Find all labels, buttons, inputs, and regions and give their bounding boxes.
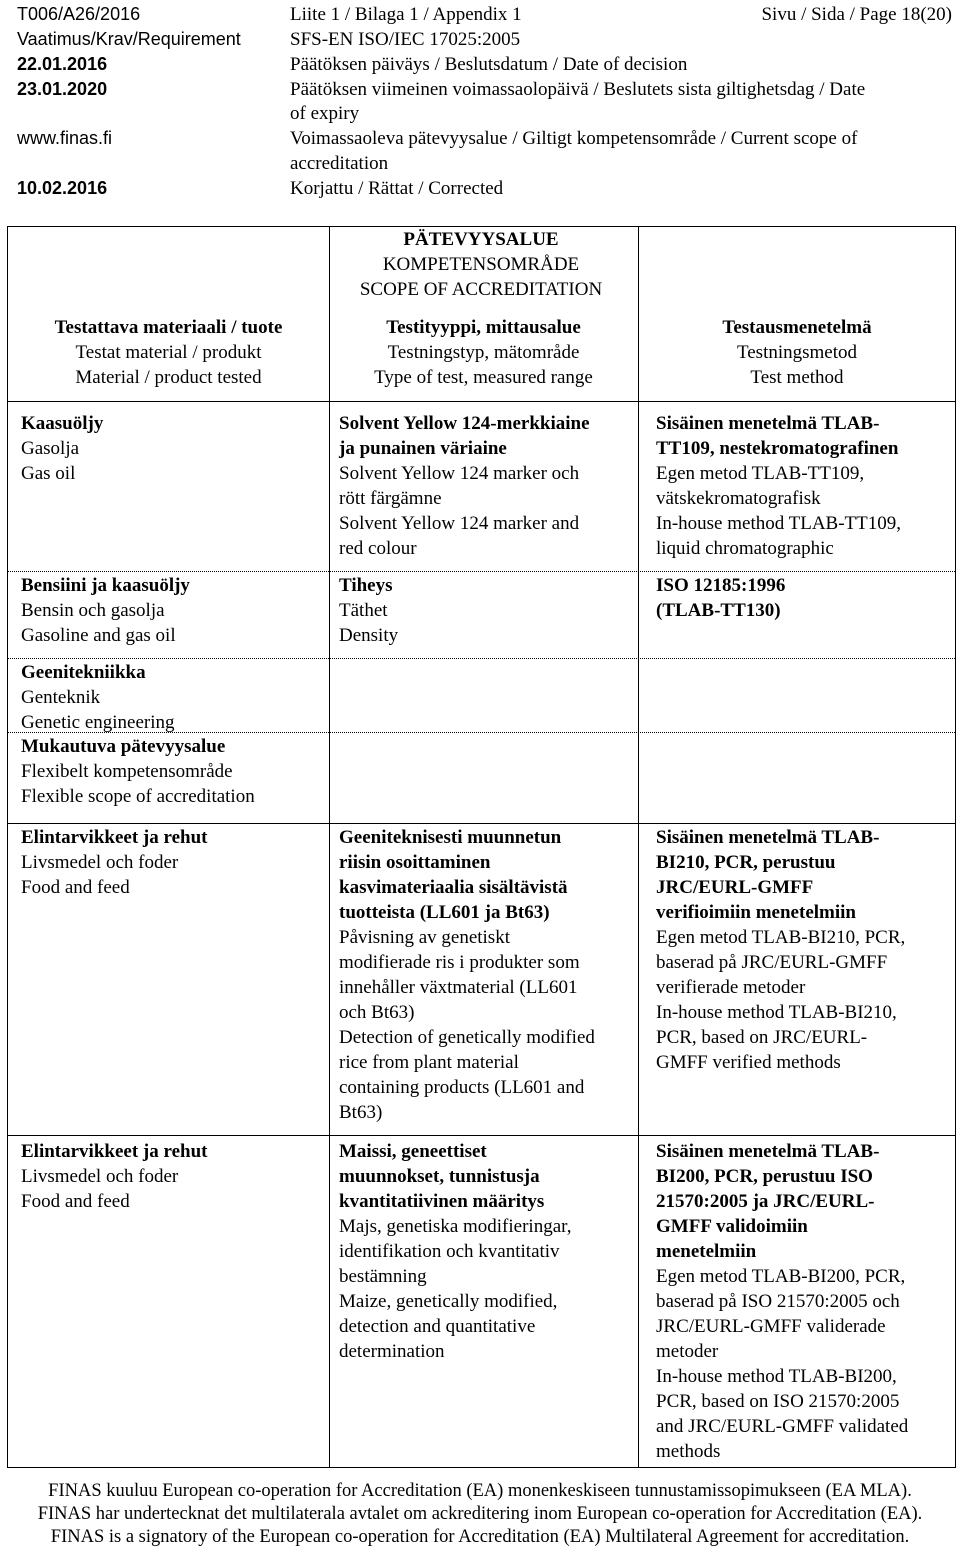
- cell-line: ISO 12185:1996: [656, 575, 786, 596]
- cell-line: Genetic engineering: [21, 712, 175, 733]
- header-label: Voimassaoleva pätevyysalue / Giltigt kompetensområde / Current scope of: [290, 128, 858, 149]
- cell-line: Sisäinen menetelmä TLAB-: [656, 413, 880, 434]
- cell-line: ja punainen väriaine: [339, 438, 507, 459]
- cell-line: Flexibelt kompetensområde: [21, 761, 233, 782]
- cell-line: Flexible scope of accreditation: [21, 786, 255, 807]
- cell-line: GMFF verified methods: [656, 1052, 841, 1073]
- cell-line: bestämning: [339, 1266, 427, 1287]
- test-method-cell: [656, 825, 905, 1075]
- cell-line: (TLAB-TT130): [656, 600, 781, 621]
- material-cell: [21, 825, 207, 900]
- cell-line: kvantitatiivinen määritys: [339, 1191, 545, 1212]
- material-cell: [21, 411, 103, 486]
- header-page: Sivu / Sida / Page 18(20): [761, 4, 952, 25]
- header-code: www.finas.fi: [17, 128, 113, 148]
- cell-line: Food and feed: [21, 877, 130, 898]
- cell-line: and JRC/EURL-GMFF validated: [656, 1416, 909, 1437]
- cell-line: Gasoline and gas oil: [21, 625, 176, 646]
- cell-line: identifikation och kvantitativ: [339, 1241, 560, 1262]
- cell-line: och Bt63): [339, 1002, 415, 1023]
- cell-line: Bensin och gasolja: [21, 600, 165, 621]
- header-label: of expiry: [290, 103, 360, 124]
- scope-table: [7, 226, 956, 1468]
- cell-line: Sisäinen menetelmä TLAB-: [656, 1141, 880, 1162]
- scope-title-sv: KOMPETENSOMRÅDE: [382, 254, 580, 275]
- test-method-cell: [656, 573, 785, 623]
- cell-line: Bt63): [339, 1102, 383, 1123]
- header-label: accreditation: [290, 153, 389, 174]
- cell-line: determination: [339, 1341, 445, 1362]
- cell-line: vätskekromatografisk: [656, 488, 821, 509]
- cell-line: GMFF validoimiin: [656, 1216, 808, 1237]
- header-code: 10.02.2016: [17, 178, 108, 198]
- cell-line: menetelmiin: [656, 1241, 757, 1262]
- cell-line: Täthet: [339, 600, 388, 621]
- cell-line: methods: [656, 1441, 721, 1462]
- material-cell: [21, 573, 190, 648]
- cell-line: red colour: [339, 538, 417, 559]
- header-label: Korjattu / Rättat / Corrected: [290, 178, 504, 199]
- header-label: Päätöksen viimeinen voimassaolopäivä / Beslutets sista giltighetsdag / Date: [290, 79, 866, 100]
- cell-line: Påvisning av genetiskt: [339, 927, 510, 948]
- header-code: T006/A26/2016: [17, 4, 141, 24]
- cell-line: BI200, PCR, perustuu ISO: [656, 1166, 873, 1187]
- column-divider: [329, 227, 330, 1467]
- test-type-cell: [339, 1139, 571, 1364]
- cell-line: Egen metod TLAB-TT109,: [656, 463, 865, 484]
- cell-line: kasvimateriaalia sisältävistä: [339, 877, 568, 898]
- cell-line: modifierade ris i produkter som: [339, 952, 580, 973]
- row-divider: [8, 571, 955, 572]
- test-type-cell: [339, 411, 590, 561]
- row-divider: [8, 658, 955, 659]
- cell-line: containing products (LL601 and: [339, 1077, 585, 1098]
- cell-line: Geeniteknisesti muunnetun: [339, 827, 562, 848]
- scope-title-en: SCOPE OF ACCREDITATION: [359, 279, 603, 300]
- page-footer: [0, 1480, 960, 1549]
- material-cell: [21, 1139, 207, 1214]
- cell-line: Solvent Yellow 124-merkkiaine: [339, 413, 590, 434]
- scope-title-fi: PÄTEVYYSALUE: [403, 229, 559, 250]
- scope-title: [320, 227, 642, 302]
- cell-line: Elintarvikkeet ja rehut: [21, 1141, 208, 1162]
- cell-line: In-house method TLAB-TT109,: [656, 513, 902, 534]
- footer-line-fi: FINAS kuuluu European co-operation for Accreditation (EA) monenkeskiseen tunnustamissopimukseen (EA MLA).: [48, 1481, 912, 1501]
- header-code: Vaatimus/Krav/Requirement: [17, 29, 241, 49]
- cell-line: Detection of genetically modified: [339, 1027, 595, 1048]
- cell-line: Bensiini ja kaasuöljy: [21, 575, 190, 596]
- cell-line: verifierade metoder: [656, 977, 806, 998]
- cell-line: In-house method TLAB-BI210,: [656, 1002, 897, 1023]
- cell-line: PCR, based on JRC/EURL-: [656, 1027, 868, 1048]
- material-cell: [21, 734, 255, 809]
- cell-line: Maissi, geneettiset: [339, 1141, 487, 1162]
- cell-line: In-house method TLAB-BI200,: [656, 1366, 897, 1387]
- cell-line: tuotteista (LL601 ja Bt63): [339, 902, 550, 923]
- footer-line-en: FINAS is a signatory of the European co-operation for Accreditation (EA) Multilateral Agreement for accreditation.: [50, 1527, 910, 1547]
- cell-line: liquid chromatographic: [656, 538, 834, 559]
- cell-line: Livsmedel och foder: [21, 1166, 179, 1187]
- cell-line: Egen metod TLAB-BI200, PCR,: [656, 1266, 906, 1287]
- column-header-test-method: Testausmenetelmä Testningsmetod Test method: [722, 317, 872, 388]
- cell-line: Sisäinen menetelmä TLAB-: [656, 827, 880, 848]
- cell-line: Mukautuva pätevyysalue: [21, 736, 226, 757]
- cell-line: TT109, nestekromatografinen: [656, 438, 899, 459]
- column-divider: [638, 227, 639, 1467]
- header-label: SFS-EN ISO/IEC 17025:2005: [290, 29, 521, 50]
- test-type-cell: [339, 573, 398, 648]
- cell-line: JRC/EURL-GMFF validerade: [656, 1316, 886, 1337]
- cell-line: Solvent Yellow 124 marker and: [339, 513, 580, 534]
- cell-line: Genteknik: [21, 687, 101, 708]
- cell-line: Tiheys: [339, 575, 393, 596]
- cell-line: innehåller växtmaterial (LL601: [339, 977, 578, 998]
- cell-line: metoder: [656, 1341, 719, 1362]
- cell-line: detection and quantitative: [339, 1316, 536, 1337]
- header-divider: [8, 401, 955, 402]
- header-code: 22.01.2016: [17, 54, 108, 74]
- cell-line: Egen metod TLAB-BI210, PCR,: [656, 927, 906, 948]
- test-type-cell: [339, 825, 595, 1125]
- cell-line: PCR, based on ISO 21570:2005: [656, 1391, 900, 1412]
- cell-line: riisin osoittaminen: [339, 852, 491, 873]
- test-method-cell: [656, 1139, 908, 1464]
- cell-line: Livsmedel och foder: [21, 852, 179, 873]
- cell-line: Elintarvikkeet ja rehut: [21, 827, 208, 848]
- row-divider: [8, 823, 955, 824]
- cell-line: Majs, genetiska modifieringar,: [339, 1216, 572, 1237]
- footer-line-sv: FINAS har undertecknat det multilaterala avtalet om ackreditering inom European co-operation for Accreditation (EA).: [37, 1504, 923, 1524]
- row-divider: [8, 1135, 955, 1136]
- cell-line: rice from plant material: [339, 1052, 519, 1073]
- header-label: Liite 1 / Bilaga 1 / Appendix 1: [290, 4, 522, 25]
- test-method-cell: [656, 411, 901, 561]
- cell-line: muunnokset, tunnistusja: [339, 1166, 540, 1187]
- cell-line: verifioimiin menetelmiin: [656, 902, 856, 923]
- cell-line: Kaasuöljy: [21, 413, 104, 434]
- cell-line: Gasolja: [21, 438, 80, 459]
- cell-line: Maize, genetically modified,: [339, 1291, 558, 1312]
- cell-line: BI210, PCR, perustuu: [656, 852, 836, 873]
- header-label: Päätöksen päiväys / Beslutsdatum / Date of decision: [290, 54, 688, 75]
- cell-line: baserad på ISO 21570:2005 och: [656, 1291, 900, 1312]
- cell-line: rött färgämne: [339, 488, 442, 509]
- material-cell: [21, 660, 175, 735]
- cell-line: Geenitekniikka: [21, 662, 146, 683]
- cell-line: Gas oil: [21, 463, 76, 484]
- column-header-test-type: Testityyppi, mittausalue Testningstyp, mätområde Type of test, measured range: [374, 317, 593, 388]
- cell-line: Food and feed: [21, 1191, 130, 1212]
- cell-line: Solvent Yellow 124 marker och: [339, 463, 580, 484]
- cell-line: JRC/EURL-GMFF: [656, 877, 814, 898]
- header-code: 23.01.2020: [17, 79, 108, 99]
- cell-line: baserad på JRC/EURL-GMFF: [656, 952, 888, 973]
- cell-line: 21570:2005 ja JRC/EURL-: [656, 1191, 875, 1212]
- column-header-material: Testattava materiaali / tuote Testat material / produkt Material / product tested: [54, 317, 283, 388]
- cell-line: Density: [339, 625, 399, 646]
